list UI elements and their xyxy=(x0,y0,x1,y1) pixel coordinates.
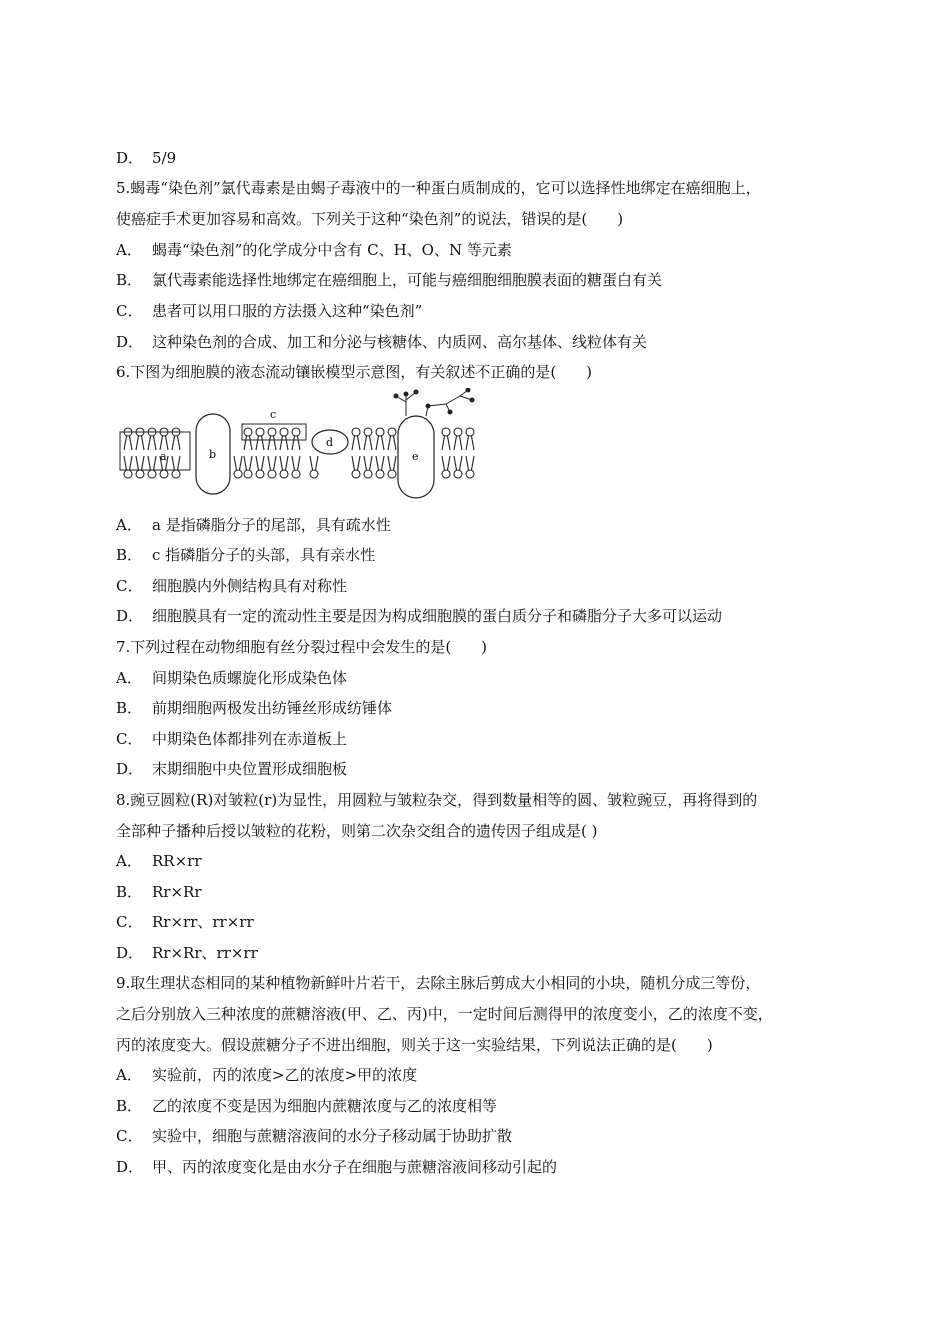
option-line xyxy=(116,332,647,352)
option-letter: D． xyxy=(116,1158,144,1176)
option-line xyxy=(116,759,347,779)
line-text: 末期细胞中央位置形成细胞板 xyxy=(152,760,348,778)
option-letter: A． xyxy=(116,1066,142,1084)
option-letter: A． xyxy=(116,669,142,687)
option-letter: B． xyxy=(116,271,143,289)
line-text: 5.蝎毒“染色剂”氯代毒素是由蝎子毒液中的一种蛋白质制成的，它可以选择性地绑定在癌细胞上， xyxy=(116,179,761,197)
option-line xyxy=(116,943,258,963)
option-line xyxy=(116,1126,512,1146)
line-text: a 是指磷脂分子的尾部，具有疏水性 xyxy=(152,516,391,534)
line-text: 细胞膜具有一定的流动性主要是因为构成细胞膜的蛋白质分子和磷脂分子大多可以运动 xyxy=(152,607,723,625)
option-line xyxy=(116,882,202,902)
option-letter: D． xyxy=(116,333,144,351)
option-line xyxy=(116,668,347,688)
option-letter: D． xyxy=(116,944,144,962)
option-line xyxy=(116,606,722,626)
line-text: 实验中，细胞与蔗糖溶液间的水分子移动属于协助扩散 xyxy=(152,1127,513,1145)
option-line xyxy=(116,515,391,535)
cell-membrane-diagram xyxy=(116,388,486,500)
label-e: e xyxy=(412,450,419,463)
line-text: 间期染色质螺旋化形成染色体 xyxy=(152,669,348,687)
line-text: 丙的浓度变大。假设蔗糖分子不进出细胞，则关于这一实验结果，下列说法正确的是( ) xyxy=(116,1036,713,1054)
line-text: Rr×Rr xyxy=(152,883,202,901)
question-line xyxy=(116,821,597,841)
glycoprotein-chains xyxy=(394,388,474,416)
question-line xyxy=(116,1035,713,1055)
question-line xyxy=(116,637,487,657)
line-text: 5/9 xyxy=(152,149,177,167)
option-letter: C． xyxy=(116,302,143,320)
question-line xyxy=(116,209,623,229)
option-line xyxy=(116,851,202,871)
option-letter: D． xyxy=(116,607,144,625)
line-text: 细胞膜内外侧结构具有对称性 xyxy=(152,577,348,595)
line-text: c 指磷脂分子的头部，具有亲水性 xyxy=(152,546,376,564)
label-d: d xyxy=(326,436,334,449)
option-letter: A． xyxy=(116,516,142,534)
line-text: 中期染色体都排列在赤道板上 xyxy=(152,730,348,748)
option-letter: C． xyxy=(116,730,143,748)
line-text: 乙的浓度不变是因为细胞内蔗糖浓度与乙的浓度相等 xyxy=(152,1097,498,1115)
line-text: 全部种子播种后授以皱粒的花粉，则第二次杂交组合的遗传因子组成是( ) xyxy=(116,822,598,840)
option-line xyxy=(116,1065,417,1085)
option-letter: C． xyxy=(116,913,143,931)
line-text: Rr×rr、rr×rr xyxy=(152,913,254,931)
line-text: 实验前，丙的浓度>乙的浓度>甲的浓度 xyxy=(152,1066,418,1084)
line-text: 前期细胞两极发出纺锤丝形成纺锤体 xyxy=(152,699,393,717)
option-line xyxy=(116,698,392,718)
option-letter: D． xyxy=(116,760,144,778)
question-line xyxy=(116,178,761,198)
line-text: 之后分别放入三种浓度的蔗糖溶液(甲、乙、丙)中，一定时间后测得甲的浓度变小，乙的浓度不变， xyxy=(116,1005,773,1023)
option-line xyxy=(116,576,347,596)
option-letter: C． xyxy=(116,1127,143,1145)
option-letter: B． xyxy=(116,1097,143,1115)
line-text: 这种染色剂的合成、加工和分泌与核糖体、内质网、高尔基体、线粒体有关 xyxy=(152,333,648,351)
line-text: 患者可以用口服的方法摄入这种“染色剂” xyxy=(152,302,423,320)
line-text: 7.下列过程在动物细胞有丝分裂过程中会发生的是( ) xyxy=(116,638,488,656)
option-line xyxy=(116,270,662,290)
option-letter: B． xyxy=(116,699,143,717)
question-line xyxy=(116,1004,773,1024)
label-a: a xyxy=(160,450,167,463)
option-line xyxy=(116,545,375,565)
option-letter: C． xyxy=(116,577,143,595)
line-text: 6.下图为细胞膜的液态流动镶嵌模型示意图，有关叙述不正确的是( ) xyxy=(116,363,593,381)
option-letter: A． xyxy=(116,241,142,259)
question-line xyxy=(116,362,592,382)
option-line xyxy=(116,148,176,168)
option-letter: B． xyxy=(116,883,143,901)
option-letter: B． xyxy=(116,546,143,564)
question-line xyxy=(116,973,760,993)
option-line xyxy=(116,1157,557,1177)
line-text: 甲、丙的浓度变化是由水分子在细胞与蔗糖溶液间移动引起的 xyxy=(152,1158,558,1176)
option-letter: D． xyxy=(116,149,144,167)
line-text: Rr×Rr、rr×rr xyxy=(152,944,258,962)
option-line xyxy=(116,1096,497,1116)
line-text: 氯代毒素能选择性地绑定在癌细胞上，可能与癌细胞细胞膜表面的糖蛋白有关 xyxy=(152,271,663,289)
line-text: 9.取生理状态相同的某种植物新鲜叶片若干，去除主脉后剪成大小相同的小块，随机分成三等份， xyxy=(116,974,761,992)
line-text: 使癌症手术更加容易和高效。下列关于这种“染色剂”的说法，错误的是( ) xyxy=(116,210,624,228)
option-line xyxy=(116,301,422,321)
line-text: 8.豌豆圆粒(R)对皱粒(r)为显性，用圆粒与皱粒杂交，得到数量相等的圆、皱粒豌豆，再将得到的 xyxy=(116,791,758,809)
line-text: 蝎毒“染色剂”的化学成分中含有 C、H、O、N 等元素 xyxy=(152,241,512,259)
option-line xyxy=(116,729,347,749)
line-text: RR×rr xyxy=(152,852,202,870)
question-line xyxy=(116,790,757,810)
label-c: c xyxy=(270,408,277,421)
option-letter: A． xyxy=(116,852,142,870)
option-line xyxy=(116,912,254,932)
label-b: b xyxy=(209,448,217,461)
option-line xyxy=(116,240,512,260)
